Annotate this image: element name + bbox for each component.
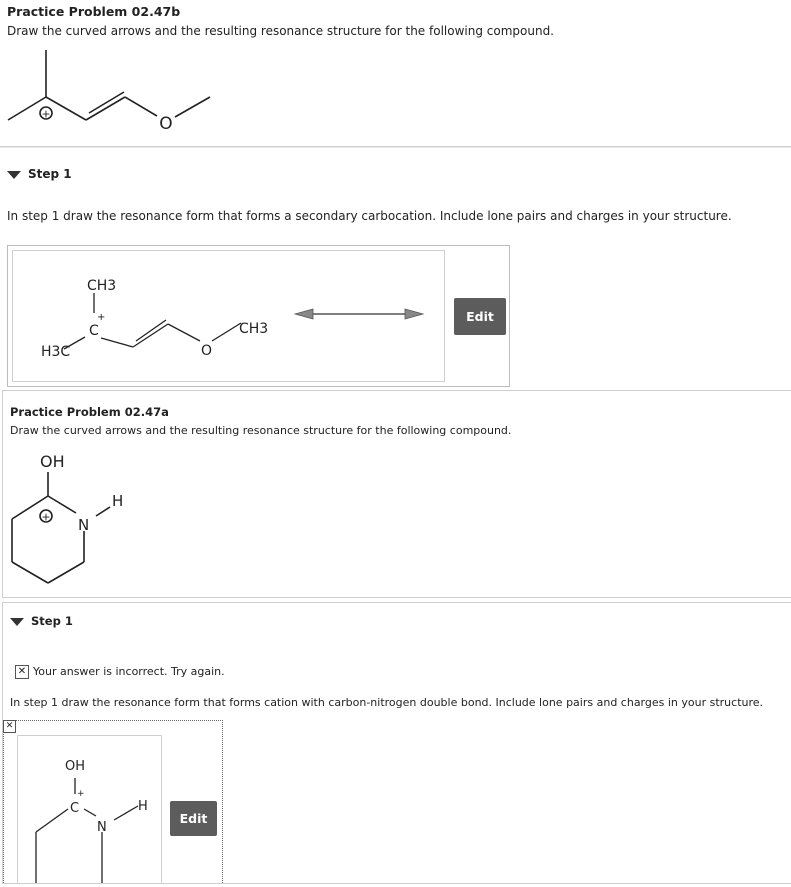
- oxygen-label: O: [201, 343, 213, 359]
- feedback-incorrect: Your answer is incorrect. Try again.: [33, 665, 225, 678]
- problem-a-structure: [0, 448, 160, 588]
- problem-b-step-instruction: In step 1 draw the resonance form that forms a secondary carbocation. Include lone pairs and charges in your structure.: [7, 209, 732, 223]
- triangle-down-icon[interactable]: [7, 171, 21, 179]
- plus-charge: +: [97, 312, 106, 323]
- problem-b-structure: [0, 40, 230, 140]
- problem-b-instruction: Draw the curved arrows and the resulting resonance structure for the following compound.: [7, 24, 554, 38]
- hydrogen-label: H: [112, 492, 124, 510]
- hydroxyl-label: OH: [65, 759, 86, 774]
- ch3-label: CH3: [87, 278, 117, 294]
- plus-charge: +: [41, 107, 51, 121]
- hydroxyl-label: OH: [40, 452, 65, 471]
- problem-b-title: Practice Problem 02.47b: [7, 4, 181, 19]
- x-box-icon: ✕: [15, 665, 29, 679]
- ch3-label: CH3: [239, 321, 269, 337]
- nitrogen-label: N: [78, 516, 90, 534]
- plus-charge: +: [77, 789, 85, 799]
- answer-structure-frame[interactable]: [17, 735, 162, 883]
- plus-charge: +: [41, 510, 51, 524]
- edit-button[interactable]: Edit: [454, 298, 506, 335]
- carbon-label: C: [89, 323, 99, 339]
- answer-structure: [18, 736, 161, 883]
- resonance-arrow-icon: [293, 306, 425, 322]
- edit-button[interactable]: Edit: [170, 801, 217, 836]
- divider: [0, 146, 791, 148]
- problem-a-step-label[interactable]: Step 1: [31, 614, 73, 628]
- problem-b-step-label[interactable]: Step 1: [28, 167, 72, 181]
- problem-a-step-instruction: In step 1 draw the resonance form that forms cation with carbon-nitrogen double bond. Include lone pairs and charges in your structure.: [10, 696, 764, 709]
- problem-a-title: Practice Problem 02.47a: [10, 405, 169, 419]
- carbon-label: C: [70, 801, 80, 816]
- nitrogen-label: N: [97, 820, 107, 835]
- oxygen-label: O: [159, 114, 173, 134]
- problem-a-instruction: Draw the curved arrows and the resulting resonance structure for the following compound.: [10, 424, 512, 437]
- h3c-label: H3C: [41, 344, 71, 360]
- close-icon[interactable]: ✕: [3, 720, 16, 733]
- hydrogen-label: H: [138, 799, 148, 814]
- triangle-down-icon[interactable]: [10, 618, 24, 626]
